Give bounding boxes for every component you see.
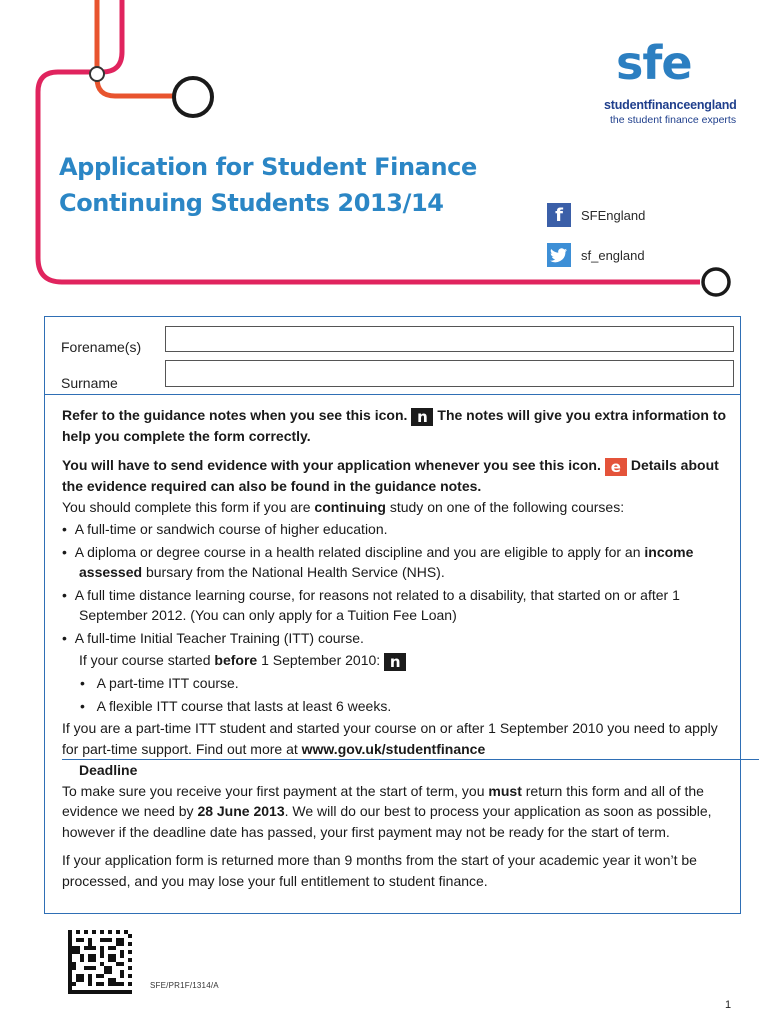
notes-icon: n: [384, 653, 406, 671]
course-bullet-1: • A full-time or sandwich course of higher education.: [62, 521, 388, 537]
gov-link[interactable]: www.gov.uk/studentfinance: [301, 740, 486, 757]
barcode-matrix: [68, 930, 132, 994]
facebook-handle: SFEngland: [581, 207, 646, 223]
logo-tagline: the student finance experts: [610, 114, 737, 126]
deadline-paragraph-2: If your application form is returned more than 9 months from the start of your academic year it won’t be processed, and you may lose your full entitlement to student finance.: [62, 852, 697, 889]
courses-intro: You should complete this form if you are continuing study on one of the following courses:: [62, 498, 625, 515]
before-2010-text: If your course started before 1 September 2010: n: [62, 650, 730, 671]
evidence-text: You will have to send evidence with your application whenever you see this icon. e Details about the evidence required can also be found in the guidance notes.: [62, 456, 719, 494]
course-bullet-4: • A full-time Initial Teacher Training (ITT) course.: [62, 629, 364, 646]
course-bullet-3: • A full time distance learning course, for reasons not related to a disability, that started on or after 1 September 2012. (You can only apply for a Tuition Fee Loan): [62, 586, 680, 623]
page-number: 1: [725, 999, 732, 1011]
twitter-icon: [547, 243, 571, 267]
part-time-text: If you are a part-time ITT student and started your course on or after 1 September 2010 you need to apply for part-time support. Find out more at www.gov.uk/studentfinance: [62, 720, 718, 757]
form-content: [62, 405, 730, 891]
notes-icon: n: [411, 408, 433, 426]
page-subtitle: Continuing Students 2013/14: [59, 189, 444, 217]
deadline-paragraph-1: To make sure you receive your first payment at the start of term, you must return this form and all of the evidence we need by 28 June 2013. We will do our best to process your application as soon as possible, however if the deadline date has passed, your first payment may not be ready for the start of term.: [62, 782, 712, 840]
forename-field[interactable]: [165, 326, 734, 352]
course-bullet-2: • A diploma or degree course in a health related discipline and you are eligible to apply for an income assessed bursary from the National Health Service (NHS).: [62, 543, 694, 580]
form-reference: SFE/PR1F/1314/A: [150, 981, 219, 990]
evidence-icon: e: [605, 458, 627, 476]
social-facebook[interactable]: [547, 203, 645, 227]
logo-name: studentfinanceengland: [604, 98, 737, 112]
facebook-icon: f: [547, 203, 571, 227]
logo-mark: sfe: [616, 36, 692, 90]
twitter-handle: sf_england: [581, 247, 645, 263]
surname-label: Surname: [61, 375, 118, 391]
deadline-heading: Deadline: [62, 759, 759, 781]
section-divider: [45, 394, 740, 395]
social-twitter[interactable]: [547, 243, 645, 267]
page-title: Application for Student Finance: [59, 153, 477, 181]
sub-bullet-2: • A flexible ITT course that lasts at least 6 weeks.: [80, 697, 392, 714]
guidance-notes-text: Refer to the guidance notes when you see this icon. n The notes will give you extra information to help you complete the form correctly.: [62, 407, 726, 445]
sub-bullet-1: • A part-time ITT course.: [80, 675, 239, 692]
form-box: [44, 316, 741, 914]
forename-label: Forename(s): [61, 339, 142, 355]
sfe-logo: [604, 36, 744, 126]
surname-field[interactable]: [165, 360, 734, 387]
